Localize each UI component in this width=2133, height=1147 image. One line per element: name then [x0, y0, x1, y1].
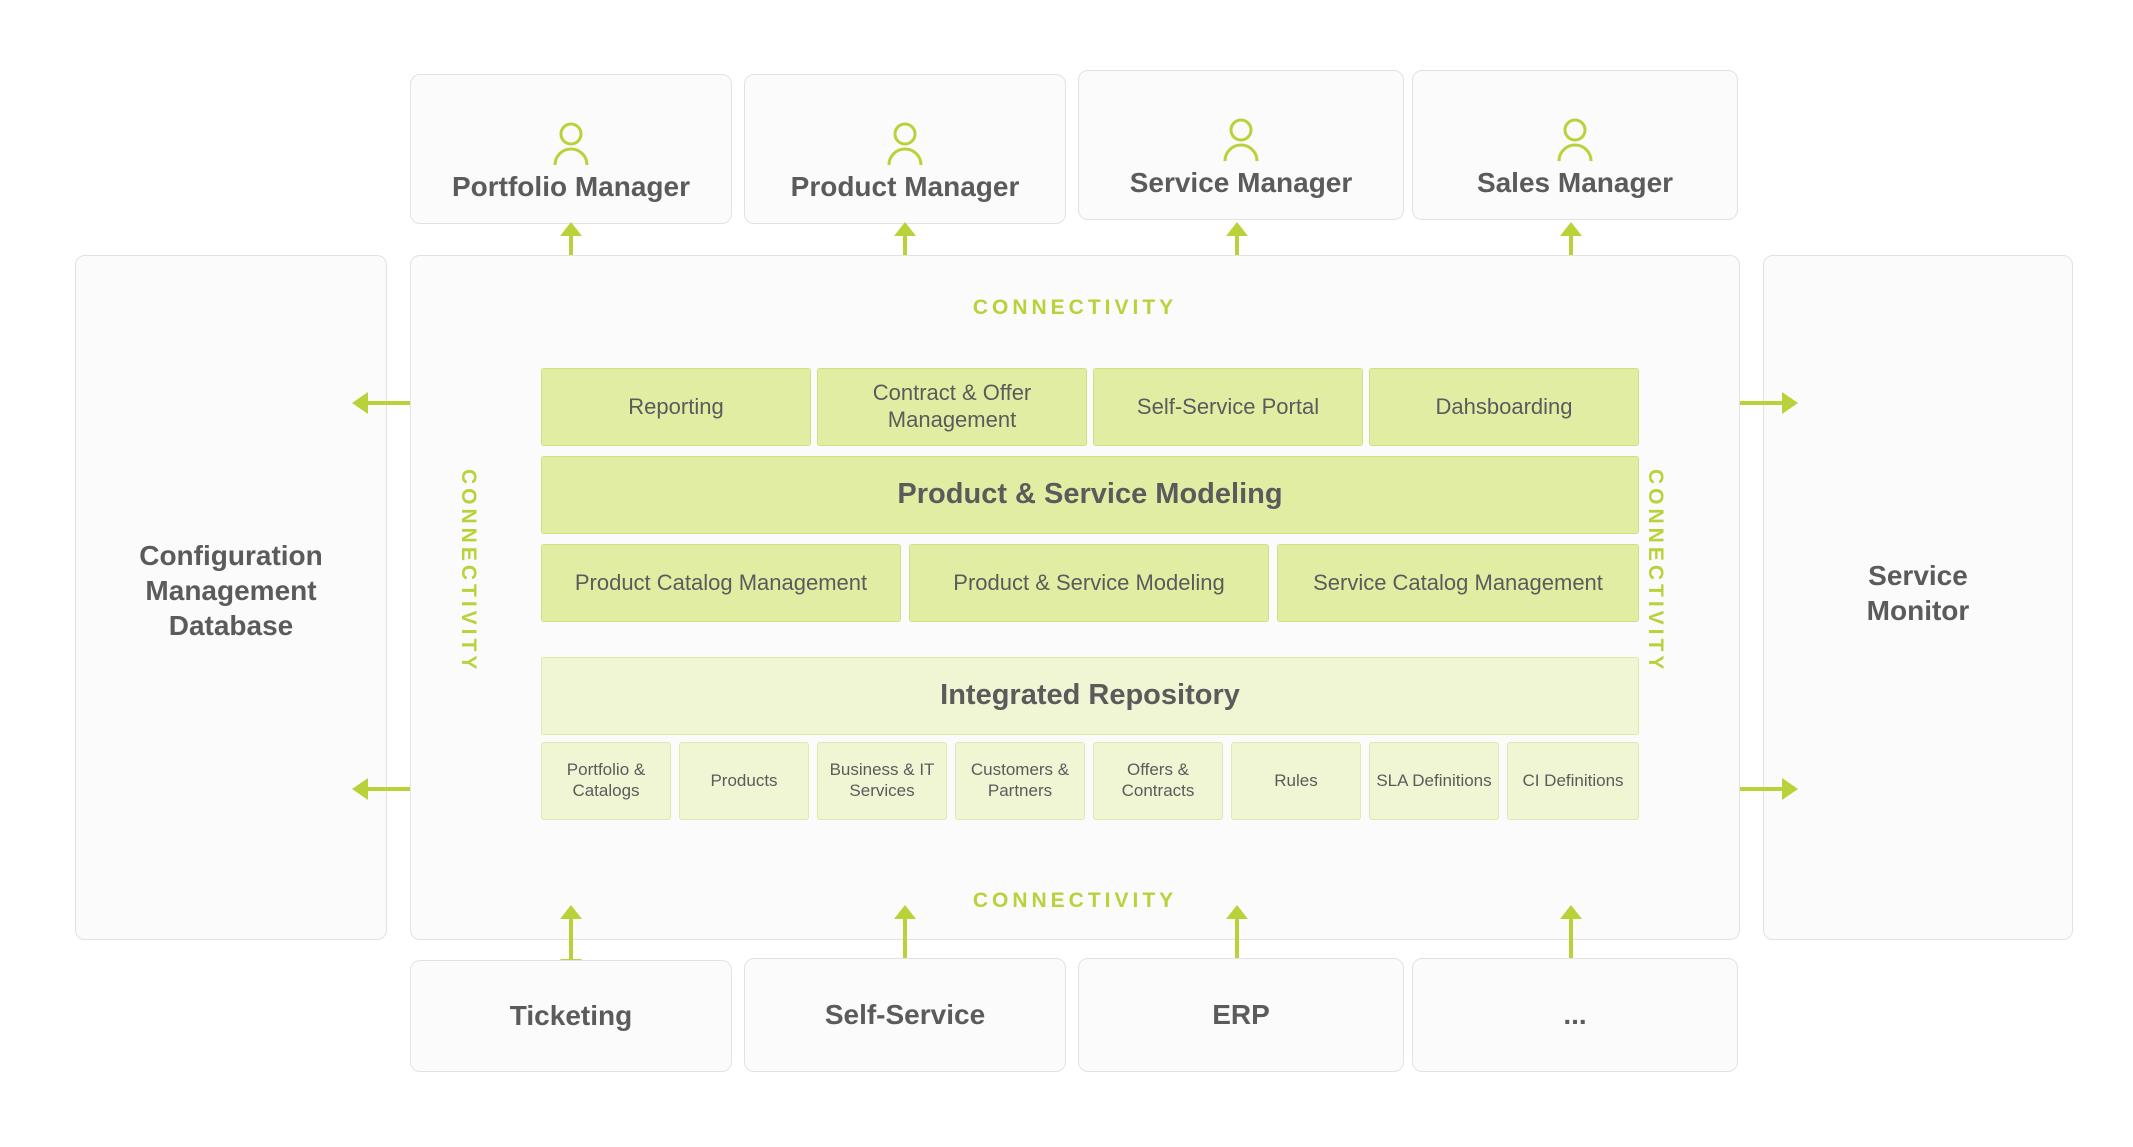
tile-self-service-portal[interactable] [1093, 368, 1363, 446]
actor-box-sales-manager[interactable] [1412, 70, 1738, 220]
tile-product-catalog-management[interactable] [541, 544, 901, 622]
actor-box-portfolio-manager[interactable] [410, 74, 732, 224]
tile-rules[interactable] [1231, 742, 1361, 820]
tile-portfolio-catalogs[interactable] [541, 742, 671, 820]
tile-reporting[interactable] [541, 368, 811, 446]
panel-label: Service Monitor [1866, 560, 1970, 626]
system-label: ERP [1212, 999, 1270, 1030]
tile-products[interactable] [679, 742, 809, 820]
tile-label: Dahsboarding [1435, 393, 1573, 419]
connectivity-top-label: CONNECTIVITY [972, 296, 1178, 319]
system-label: ... [1563, 999, 1587, 1030]
actor-box-service-manager[interactable] [1078, 70, 1404, 220]
connectivity-left-label: CONNECTIVITY [457, 469, 480, 674]
tile-label: Integrated Repository [940, 679, 1240, 712]
tile-offers-contracts[interactable] [1093, 742, 1223, 820]
tile-label: Business & IT Services [829, 760, 935, 800]
tile-label: Offers & Contracts [1121, 760, 1195, 800]
actor-label: Portfolio Manager [451, 171, 690, 202]
tile-integrated-repository-banner[interactable] [541, 657, 1639, 735]
actor-box-product-manager[interactable] [744, 74, 1066, 224]
tile-label: Portfolio & Catalogs [566, 760, 646, 800]
panel-configuration-management-database[interactable] [75, 255, 387, 940]
person-icon [1554, 117, 1596, 163]
system-box-erp[interactable] [1078, 958, 1404, 1072]
tile-product-service-modeling-banner[interactable] [541, 456, 1639, 534]
actor-label: Product Manager [790, 171, 1020, 202]
system-label: Self-Service [824, 999, 986, 1030]
platform-container [410, 255, 1740, 940]
panel-service-monitor[interactable] [1763, 255, 2073, 940]
tile-label: Products [710, 770, 778, 790]
system-label: Ticketing [509, 1000, 633, 1031]
person-icon [1220, 117, 1262, 163]
tile-label: Customers & Partners [970, 760, 1070, 800]
tile-label: Service Catalog Management [1313, 569, 1603, 595]
tile-label: Contract & Offer Management [872, 380, 1032, 432]
tile-label: SLA Definitions [1376, 770, 1492, 790]
system-box-self-service[interactable] [744, 958, 1066, 1072]
panel-label: Configuration Management Database [139, 540, 323, 641]
tile-contract-offer-management[interactable] [817, 368, 1087, 446]
connectivity-right-label: CONNECTIVITY [1644, 469, 1667, 674]
connectivity-bottom-label: CONNECTIVITY [972, 889, 1178, 912]
tile-label: Product & Service Modeling [897, 478, 1283, 511]
tile-label: Self-Service Portal [1136, 393, 1320, 419]
tile-label: Product & Service Modeling [953, 569, 1225, 595]
tile-customers-partners[interactable] [955, 742, 1085, 820]
tile-sla-definitions[interactable] [1369, 742, 1499, 820]
system-box-ticketing[interactable] [410, 960, 732, 1072]
tile-ci-definitions[interactable] [1507, 742, 1639, 820]
person-icon [884, 121, 926, 167]
tile-label: Product Catalog Management [574, 569, 868, 595]
tile-label: Rules [1274, 770, 1318, 790]
tile-label: CI Definitions [1522, 770, 1624, 790]
tile-label: Reporting [628, 393, 724, 419]
tile-dashboarding[interactable] [1369, 368, 1639, 446]
actor-label: Sales Manager [1476, 167, 1674, 198]
tile-service-catalog-management[interactable] [1277, 544, 1639, 622]
person-icon [550, 121, 592, 167]
tile-business-it-services[interactable] [817, 742, 947, 820]
actor-label: Service Manager [1129, 167, 1353, 198]
tile-product-service-modeling[interactable] [909, 544, 1269, 622]
system-box-other[interactable] [1412, 958, 1738, 1072]
